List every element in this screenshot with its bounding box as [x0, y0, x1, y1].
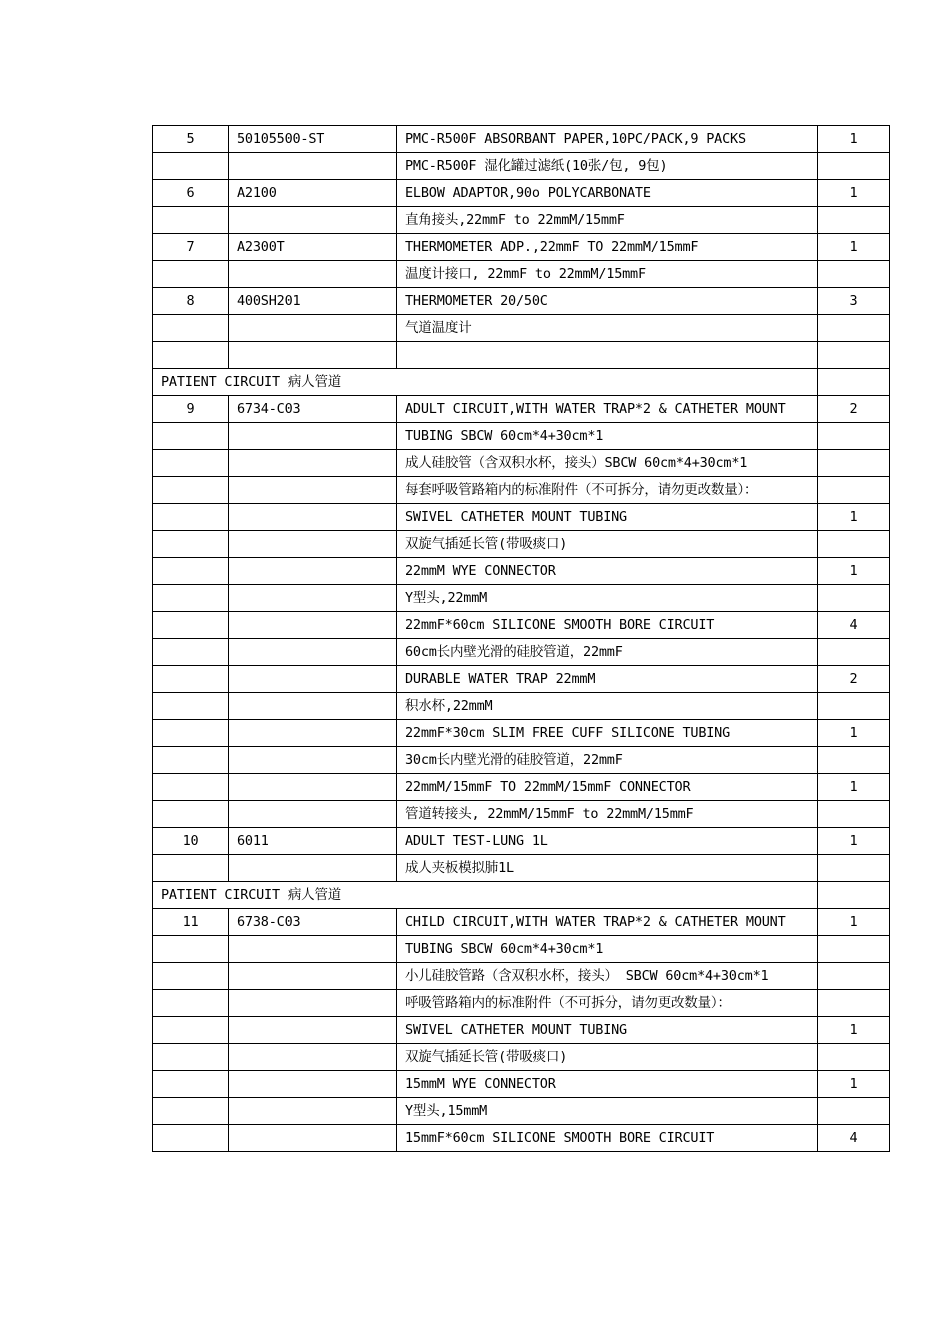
item-number-cell — [153, 612, 229, 639]
quantity-cell — [818, 693, 890, 720]
table-row — [153, 558, 890, 585]
table-row — [153, 801, 890, 828]
quantity-cell: 1 — [818, 1071, 890, 1098]
item-number-cell — [153, 531, 229, 558]
quantity-cell — [818, 423, 890, 450]
quantity-cell — [818, 990, 890, 1017]
description-cell: 15mmM WYE CONNECTOR — [397, 1071, 818, 1098]
item-number-cell: 10 — [153, 828, 229, 855]
description-cell: 成人硅胶管（含双积水杯，接头）SBCW 60cm*4+30cm*1 — [397, 450, 818, 477]
item-number-cell — [153, 990, 229, 1017]
quantity-cell: 1 — [818, 558, 890, 585]
quantity-cell: 1 — [818, 1017, 890, 1044]
part-code-cell — [229, 936, 397, 963]
section-label: PATIENT CIRCUIT 病人管道 — [153, 882, 818, 909]
quantity-cell: 1 — [818, 126, 890, 153]
table-row — [153, 477, 890, 504]
part-code-cell — [229, 801, 397, 828]
description-cell: TUBING SBCW 60cm*4+30cm*1 — [397, 423, 818, 450]
part-code-cell — [229, 747, 397, 774]
part-code-cell — [229, 963, 397, 990]
quantity-cell — [818, 261, 890, 288]
table-row — [153, 234, 890, 261]
item-number-cell — [153, 423, 229, 450]
item-number-cell — [153, 855, 229, 882]
table-row — [153, 855, 890, 882]
table-row — [153, 531, 890, 558]
item-number-cell — [153, 1071, 229, 1098]
description-cell — [397, 342, 818, 369]
part-code-cell — [229, 612, 397, 639]
part-code-cell — [229, 585, 397, 612]
quantity-cell: 1 — [818, 504, 890, 531]
part-code-cell — [229, 558, 397, 585]
item-number-cell: 11 — [153, 909, 229, 936]
description-cell: TUBING SBCW 60cm*4+30cm*1 — [397, 936, 818, 963]
section-qty-cell — [818, 882, 890, 909]
quantity-cell: 1 — [818, 180, 890, 207]
item-number-cell: 8 — [153, 288, 229, 315]
part-code-cell — [229, 1044, 397, 1071]
item-number-cell — [153, 315, 229, 342]
part-code-cell: 400SH201 — [229, 288, 397, 315]
quantity-cell — [818, 801, 890, 828]
description-cell: 管道转接头, 22mmM/15mmF to 22mmM/15mmF — [397, 801, 818, 828]
item-number-cell — [153, 1098, 229, 1125]
table-row — [153, 342, 890, 369]
item-number-cell — [153, 261, 229, 288]
description-cell: SWIVEL CATHETER MOUNT TUBING — [397, 1017, 818, 1044]
table-row — [153, 1017, 890, 1044]
table-row — [153, 315, 890, 342]
item-number-cell: 5 — [153, 126, 229, 153]
quantity-cell: 4 — [818, 1125, 890, 1152]
table-row — [153, 396, 890, 423]
quantity-cell: 1 — [818, 828, 890, 855]
quantity-cell — [818, 1098, 890, 1125]
table-row — [153, 261, 890, 288]
table-row — [153, 585, 890, 612]
description-cell: 呼吸管路箱内的标准附件（不可拆分，请勿更改数量）： — [397, 990, 818, 1017]
description-cell: PMC-R500F 湿化罐过滤纸(10张/包, 9包) — [397, 153, 818, 180]
description-cell: 双旋气插延长管(带吸痰口) — [397, 1044, 818, 1071]
table-row — [153, 909, 890, 936]
part-code-cell: 6738-C03 — [229, 909, 397, 936]
description-cell: 温度计接口, 22mmF to 22mmM/15mmF — [397, 261, 818, 288]
item-number-cell — [153, 666, 229, 693]
parts-list-body — [153, 126, 890, 1152]
quantity-cell: 3 — [818, 288, 890, 315]
description-cell: 双旋气插延长管(带吸痰口) — [397, 531, 818, 558]
description-cell: THERMOMETER ADP.,22mmF TO 22mmM/15mmF — [397, 234, 818, 261]
item-number-cell — [153, 477, 229, 504]
part-code-cell — [229, 1098, 397, 1125]
part-code-cell — [229, 1071, 397, 1098]
item-number-cell — [153, 963, 229, 990]
item-number-cell — [153, 558, 229, 585]
part-code-cell — [229, 261, 397, 288]
item-number-cell — [153, 1044, 229, 1071]
table-row — [153, 747, 890, 774]
table-row — [153, 828, 890, 855]
quantity-cell — [818, 153, 890, 180]
item-number-cell — [153, 450, 229, 477]
part-code-cell — [229, 693, 397, 720]
table-row — [153, 126, 890, 153]
item-number-cell — [153, 504, 229, 531]
description-cell: 22mmM/15mmF TO 22mmM/15mmF CONNECTOR — [397, 774, 818, 801]
part-code-cell: 6734-C03 — [229, 396, 397, 423]
description-cell: 60cm长内壁光滑的硅胶管道，22mmF — [397, 639, 818, 666]
description-cell: ADULT CIRCUIT,WITH WATER TRAP*2 & CATHETER MOUNT — [397, 396, 818, 423]
part-code-cell — [229, 207, 397, 234]
quantity-cell: 1 — [818, 774, 890, 801]
description-cell: 22mmF*30cm SLIM FREE CUFF SILICONE TUBING — [397, 720, 818, 747]
part-code-cell — [229, 423, 397, 450]
table-row — [153, 288, 890, 315]
description-cell: 22mmM WYE CONNECTOR — [397, 558, 818, 585]
description-cell: 15mmF*60cm SILICONE SMOOTH BORE CIRCUIT — [397, 1125, 818, 1152]
item-number-cell — [153, 774, 229, 801]
table-row — [153, 504, 890, 531]
table-row — [153, 180, 890, 207]
description-cell: THERMOMETER 20/50C — [397, 288, 818, 315]
part-code-cell: 50105500-ST — [229, 126, 397, 153]
part-code-cell — [229, 531, 397, 558]
quantity-cell — [818, 207, 890, 234]
quantity-cell — [818, 531, 890, 558]
description-cell: 每套呼吸管路箱内的标准附件（不可拆分，请勿更改数量）： — [397, 477, 818, 504]
description-cell: Y型头,22mmM — [397, 585, 818, 612]
description-cell: Y型头,15mmM — [397, 1098, 818, 1125]
item-number-cell — [153, 342, 229, 369]
table-row — [153, 666, 890, 693]
part-code-cell — [229, 639, 397, 666]
description-cell: ELBOW ADAPTOR,90o POLYCARBONATE — [397, 180, 818, 207]
quantity-cell — [818, 747, 890, 774]
item-number-cell — [153, 153, 229, 180]
description-cell: 30cm长内壁光滑的硅胶管道，22mmF — [397, 747, 818, 774]
quantity-cell — [818, 936, 890, 963]
part-code-cell: 6011 — [229, 828, 397, 855]
item-number-cell — [153, 585, 229, 612]
description-cell: 成人夹板模拟肺1L — [397, 855, 818, 882]
item-number-cell — [153, 720, 229, 747]
table-row — [153, 693, 890, 720]
description-cell: DURABLE WATER TRAP 22mmM — [397, 666, 818, 693]
section-qty-cell — [818, 369, 890, 396]
description-cell: 直角接头,22mmF to 22mmM/15mmF — [397, 207, 818, 234]
item-number-cell — [153, 693, 229, 720]
quantity-cell — [818, 315, 890, 342]
part-code-cell — [229, 1125, 397, 1152]
quantity-cell — [818, 585, 890, 612]
table-row — [153, 153, 890, 180]
table-row — [153, 936, 890, 963]
description-cell: 气道温度计 — [397, 315, 818, 342]
section-row — [153, 882, 890, 909]
part-code-cell — [229, 666, 397, 693]
quantity-cell — [818, 639, 890, 666]
part-code-cell — [229, 774, 397, 801]
part-code-cell — [229, 450, 397, 477]
quantity-cell: 4 — [818, 612, 890, 639]
quantity-cell — [818, 477, 890, 504]
quantity-cell: 1 — [818, 234, 890, 261]
table-row — [153, 639, 890, 666]
item-number-cell — [153, 1017, 229, 1044]
item-number-cell — [153, 936, 229, 963]
table-row — [153, 450, 890, 477]
table-row — [153, 963, 890, 990]
item-number-cell — [153, 1125, 229, 1152]
description-cell: 小儿硅胶管路（含双积水杯，接头） SBCW 60cm*4+30cm*1 — [397, 963, 818, 990]
quantity-cell — [818, 342, 890, 369]
part-code-cell — [229, 855, 397, 882]
description-cell: PMC-R500F ABSORBANT PAPER,10PC/PACK,9 PACKS — [397, 126, 818, 153]
quantity-cell: 1 — [818, 909, 890, 936]
quantity-cell — [818, 855, 890, 882]
quantity-cell — [818, 450, 890, 477]
item-number-cell — [153, 639, 229, 666]
item-number-cell — [153, 747, 229, 774]
section-row — [153, 369, 890, 396]
description-cell: CHILD CIRCUIT,WITH WATER TRAP*2 & CATHETER MOUNT — [397, 909, 818, 936]
item-number-cell: 7 — [153, 234, 229, 261]
part-code-cell — [229, 1017, 397, 1044]
item-number-cell: 6 — [153, 180, 229, 207]
part-code-cell — [229, 153, 397, 180]
table-row — [153, 774, 890, 801]
quantity-cell — [818, 1044, 890, 1071]
part-code-cell — [229, 342, 397, 369]
part-code-cell: A2100 — [229, 180, 397, 207]
item-number-cell — [153, 207, 229, 234]
table-row — [153, 1071, 890, 1098]
part-code-cell — [229, 315, 397, 342]
part-code-cell — [229, 504, 397, 531]
table-row — [153, 612, 890, 639]
section-label: PATIENT CIRCUIT 病人管道 — [153, 369, 818, 396]
item-number-cell — [153, 801, 229, 828]
item-number-cell: 9 — [153, 396, 229, 423]
table-row — [153, 423, 890, 450]
table-row — [153, 1044, 890, 1071]
part-code-cell — [229, 720, 397, 747]
part-code-cell — [229, 477, 397, 504]
table-row — [153, 990, 890, 1017]
part-code-cell: A2300T — [229, 234, 397, 261]
description-cell: 积水杯,22mmM — [397, 693, 818, 720]
part-code-cell — [229, 990, 397, 1017]
table-row — [153, 1125, 890, 1152]
table-row — [153, 1098, 890, 1125]
document-page — [152, 125, 889, 1152]
quantity-cell: 2 — [818, 666, 890, 693]
quantity-cell: 1 — [818, 720, 890, 747]
quantity-cell — [818, 963, 890, 990]
table-row — [153, 720, 890, 747]
table-row — [153, 207, 890, 234]
description-cell: 22mmF*60cm SILICONE SMOOTH BORE CIRCUIT — [397, 612, 818, 639]
quantity-cell: 2 — [818, 396, 890, 423]
parts-list-table — [152, 125, 890, 1152]
description-cell: ADULT TEST-LUNG 1L — [397, 828, 818, 855]
description-cell: SWIVEL CATHETER MOUNT TUBING — [397, 504, 818, 531]
